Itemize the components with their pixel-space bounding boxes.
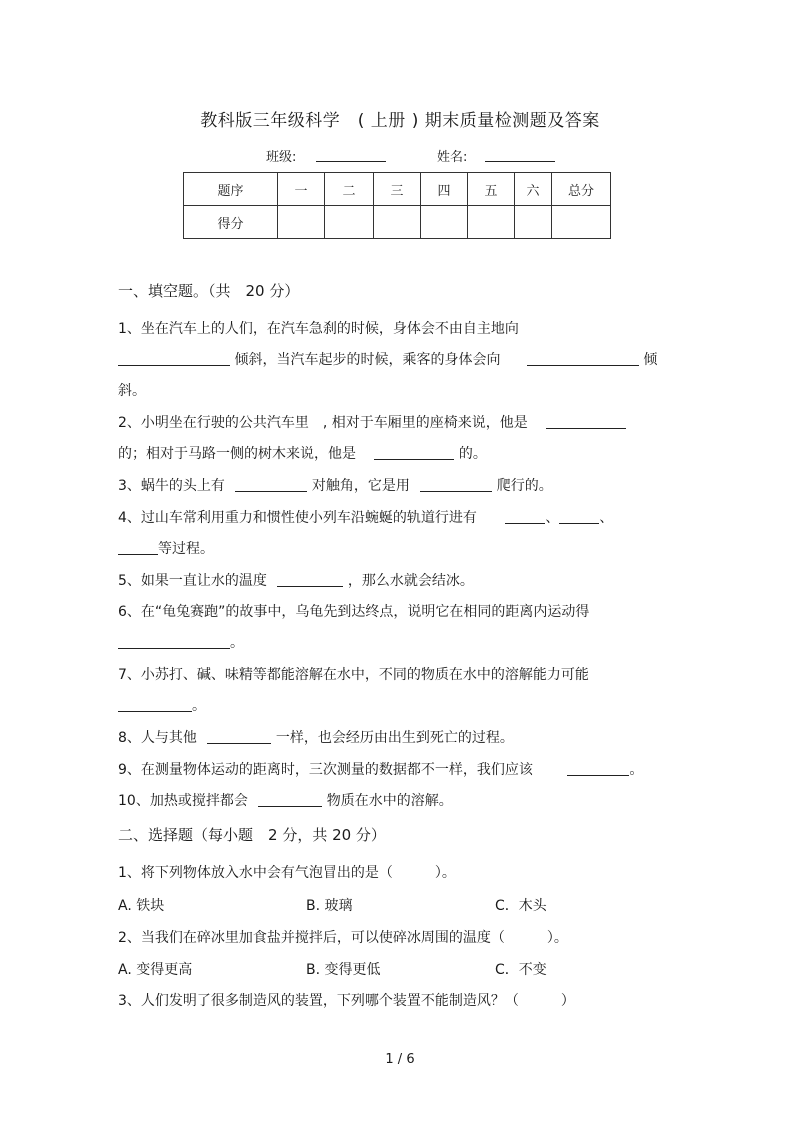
question-3 [118,475,553,495]
choice-question-1: 1、将下列物体放入水中会有气泡冒出的是（ ）。 [118,865,456,881]
score-cell[interactable] [278,206,325,239]
answer-blank[interactable] [118,540,158,555]
question-text: 4、过山车常利用重力和惯性使小列车沿蜿蜒的轨道行进有 [118,510,477,526]
question-text: 8、人与其他 [118,730,197,746]
page-title: 教科版三年级科学 ( 上册 ) 期末质量检测题及答案 [200,111,600,131]
score-table [183,172,611,239]
question-text: 爬行的。 [496,478,553,494]
header-cell: 五 [468,173,515,206]
answer-blank[interactable] [559,509,599,524]
score-cell[interactable] [515,206,552,239]
score-cell[interactable] [468,206,515,239]
answer-blank[interactable] [207,729,271,744]
question-6-line-2 [118,632,244,652]
answer-blank[interactable] [505,509,545,524]
header-cell: 总分 [552,173,611,206]
question-text: 。 [192,698,206,714]
answer-blank[interactable] [258,792,322,807]
option-b[interactable]: B. 玻璃 [306,898,353,914]
question-2-line-1 [118,412,626,432]
question-5 [118,570,474,590]
option-c[interactable]: C．木头 [495,898,547,914]
question-1-line-1: 1、坐在汽车上的人们，在汽车急刹的时候，身体会不由自主地向 [118,321,519,337]
question-4-line-2 [118,538,214,558]
answer-blank[interactable] [567,761,629,776]
question-text: 5、如果一直让水的温度 [118,573,267,589]
answer-blank[interactable] [374,445,454,460]
score-cell[interactable] [374,206,421,239]
score-cell[interactable] [325,206,374,239]
answer-blank[interactable] [235,477,307,492]
question-text: 2、小明坐在行驶的公共汽车里 , 相对于车厢里的座椅来说，他是 [118,415,528,431]
question-text: 等过程。 [158,541,214,557]
question-text: 10、加热或搅拌都会 [118,793,248,809]
question-text: 的；相对于马路一侧的树木来说，他是 [118,446,356,462]
class-blank[interactable] [316,149,386,162]
score-cell[interactable] [552,206,611,239]
question-text: 一样，也会经历由出生到死亡的过程。 [275,730,514,746]
row-label: 得分 [184,206,278,239]
header-cell: 四 [421,173,468,206]
header-cell: 二 [325,173,374,206]
header-cell: 题序 [184,173,278,206]
question-10 [118,790,453,810]
answer-blank[interactable] [118,634,230,649]
question-text: ，那么水就会结冰。 [347,573,474,589]
question-text: 倾 [643,352,658,368]
section-heading-fill: 一、填空题。（共 20 分） [118,282,300,300]
question-7-line-2 [118,695,206,715]
option-a[interactable]: A. 变得更高 [118,962,193,978]
class-label: 班级: [266,150,297,165]
score-row [184,206,611,239]
page-number: 1 / 6 [385,1052,415,1067]
answer-blank[interactable] [118,697,192,712]
name-blank[interactable] [485,149,555,162]
name-label: 姓名: [437,150,468,165]
option-b[interactable]: B. 变得更低 [306,962,381,978]
question-1-line-2 [118,349,657,369]
question-9 [118,759,643,779]
header-cell: 一 [278,173,325,206]
answer-blank[interactable] [277,572,343,587]
answer-blank[interactable] [118,351,230,366]
question-1-line-3: 斜。 [118,383,146,399]
question-text: 3、蜗牛的头上有 [118,478,225,494]
question-text: 9、在测量物体运动的距离时，三次测量的数据都不一样，我们应该 [118,762,533,778]
separator: 、 [545,510,560,526]
option-c[interactable]: C．不变 [495,962,547,978]
section-heading-choice: 二、选择题（每小题 2 分，共 20 分） [118,826,386,844]
question-text: 物质在水中的溶解。 [326,793,453,809]
question-8 [118,727,514,747]
separator: 、 [599,510,614,526]
question-text: 的。 [458,446,487,462]
question-text: 。 [230,635,244,651]
score-cell[interactable] [421,206,468,239]
score-header-row [184,173,611,206]
question-6-line-1: 6、在“龟兔赛跑”的故事中，乌龟先到达终点，说明它在相同的距离内运动得 [118,604,590,620]
question-7-line-1: 7、小苏打、碱、味精等都能溶解在水中，不同的物质在水中的溶解能力可能 [118,667,589,683]
choice-question-3: 3、人们发明了很多制造风的装置，下列哪个装置不能制造风？（ ） [118,993,575,1009]
answer-blank[interactable] [420,477,492,492]
question-text: 对触角，它是用 [311,478,410,494]
option-a[interactable]: A. 铁块 [118,898,165,914]
question-2-line-2 [118,443,487,463]
header-cell: 三 [374,173,421,206]
header-cell: 六 [515,173,552,206]
choice-question-2: 2、当我们在碎冰里加食盐并搅拌后，可以使碎冰周围的温度（ ）。 [118,930,568,946]
answer-blank[interactable] [546,414,626,429]
question-text: 。 [629,762,644,778]
question-text: 倾斜，当汽车起步的时候，乘客的身体会向 [234,352,501,368]
answer-blank[interactable] [527,351,639,366]
question-4-line-1 [118,507,613,527]
